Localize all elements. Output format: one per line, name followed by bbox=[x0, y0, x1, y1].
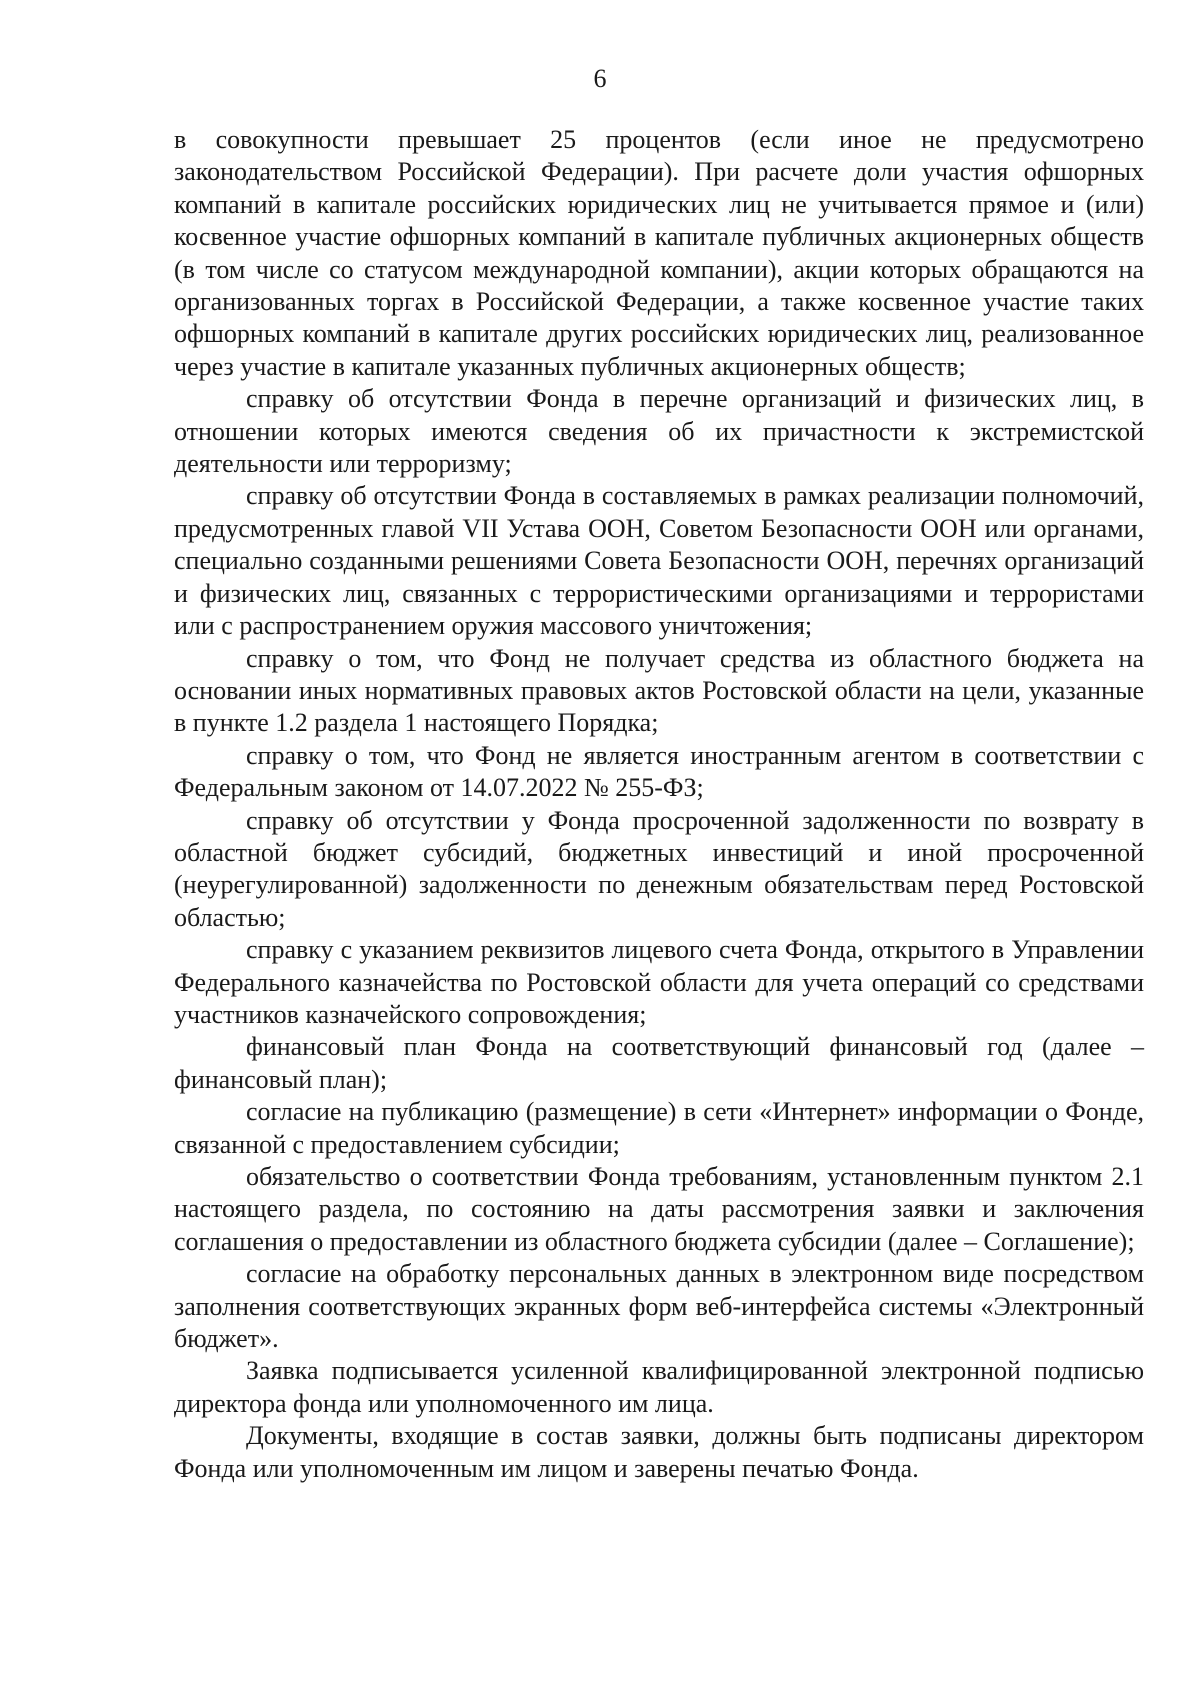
paragraph-documents-signature: Документы, входящие в состав заявки, должны быть подписаны директором Фонда или уполномоченным им лицом и заверены печатью Фонда. bbox=[174, 1421, 1144, 1483]
paragraph-application-signature: Заявка подписывается усиленной квалифицированной электронной подписью директора фонда или уполномоченного им лица. bbox=[174, 1356, 1144, 1418]
paragraph-continuation: в совокупности превышает 25 процентов (если иное не предусмотрено законодательством Российской Федерации). При расчете доли участия офшорных компаний в капитале российских юридических лиц не учитывается прямое и (или) косвенное участие офшорных компаний в капитале публичных акционерных обществ (в том числе со статусом международной компании), акции которых обращаются на организованных торгах в Российской Федерации, а также косвенное участие таких офшорных компаний в капитале других российских юридических лиц, реализованное через участие в капитале указанных публичных акционерных обществ; bbox=[174, 125, 1144, 381]
paragraph-un-list-certificate: справку об отсутствии Фонда в составляемых в рамках реализации полномочий, предусмотренных главой VII Устава ООН, Советом Безопасности ООН или органами, специально созданными решениями Совета Безопасности ООН, перечнях организаций и физических лиц, связанных с террористическими организациями и террористами или с распространением оружия массового уничтожения; bbox=[174, 481, 1144, 641]
paragraph-financial-plan: финансовый план Фонда на соответствующий финансовый год (далее – финансовый план); bbox=[174, 1032, 1144, 1094]
paragraph-no-debt-certificate: справку об отсутствии у Фонда просроченной задолженности по возврату в областной бюджет субсидий, бюджетных инвестиций и иной просроченной (неурегулированной) задолженности по денежным обязательствам перед Ростовской областью; bbox=[174, 805, 1144, 932]
paragraph-foreign-agent-certificate: справку о том, что Фонд не является иностранным агентом в соответствии с Федеральным законом от 14.07.2022 № 255-ФЗ; bbox=[174, 740, 1144, 803]
paragraph-personal-data-consent: согласие на обработку персональных данных в электронном виде посредством заполнения соответствующих экранных форм веб-интерфейса системы «Электронный бюджет». bbox=[174, 1259, 1144, 1354]
paragraph-publication-consent: согласие на публикацию (размещение) в сети «Интернет» информации о Фонде, связанной с предоставлением субсидии; bbox=[174, 1097, 1144, 1159]
paragraph-compliance-obligation: обязательство о соответствии Фонда требованиям, установленным пунктом 2.1 настоящего раздела, по состоянию на даты рассмотрения заявки и заключения соглашения о предоставлении из областного бюджета субсидии (далее – Соглашение); bbox=[174, 1162, 1144, 1256]
document-body bbox=[174, 124, 1144, 1485]
paragraph-extremism-list-certificate: справку об отсутствии Фонда в перечне организаций и физических лиц, в отношении которых имеются сведения об их причастности к экстремистской деятельности или терроризму; bbox=[174, 384, 1144, 479]
paragraph-no-other-funding-certificate: справку о том, что Фонд не получает средства из областного бюджета на основании иных нормативных правовых актов Ростовской области на цели, указанные в пункте 1.2 раздела 1 настоящего Порядка; bbox=[174, 643, 1144, 738]
paragraph-account-details-certificate: справку с указанием реквизитов лицевого счета Фонда, открытого в Управлении Федерального казначейства по Ростовской области для учета операций со средствами участников казначейского сопровождения; bbox=[174, 935, 1144, 1029]
page-number: 6 bbox=[593, 64, 607, 93]
